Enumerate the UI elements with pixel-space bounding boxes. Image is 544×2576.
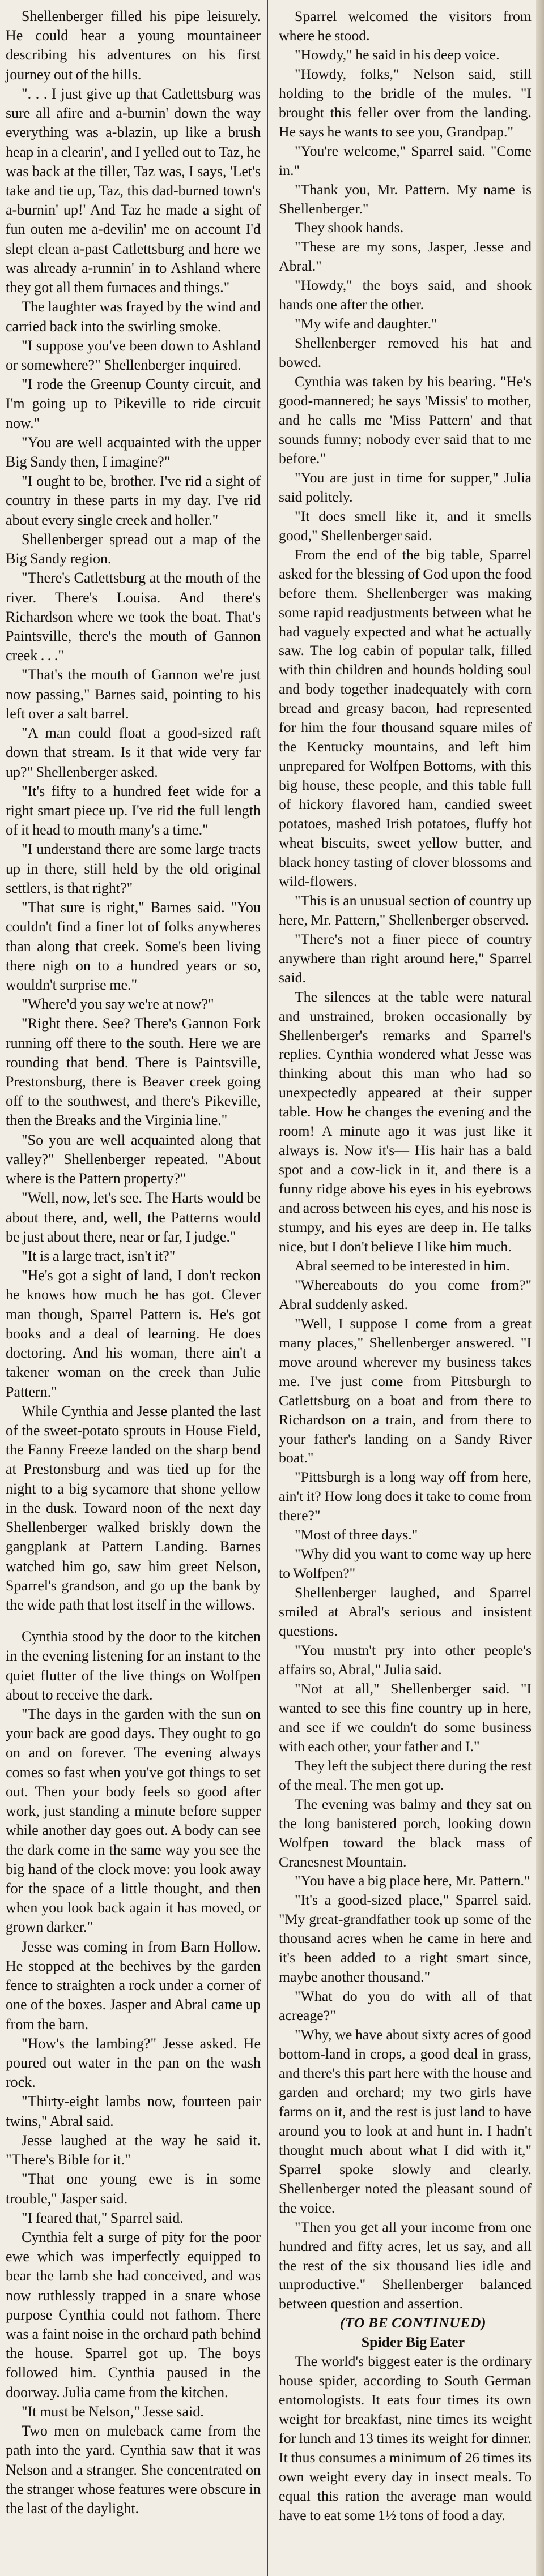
- right-paragraph: "Then you get all your income from one hundred and fifty acres, let us say, and all the rest of the six thousand lies idle and unproductive." Shellenberger balanced between question and assertion.: [279, 2218, 532, 2312]
- right-paragraph: "You have a big place here, Mr. Pattern.": [295, 1872, 530, 1889]
- left-paragraph: Two men on muleback came from the path into the yard. Cynthia saw that it was Nelson and a stranger. She concentrated on the stranger whose features were obscure in the last of the daylight.: [6, 2423, 261, 2517]
- right-paragraph: "Pittsburgh is a long way off from here, ain't it? How long does it take to come from there?": [279, 1469, 532, 1524]
- right-paragraph: The silences at the table were natural and unstrained, broken occasionally by Shellenberger's remarks and Sparrel's replies. Cynthia wondered what Jesse was thinking about this man who had so unexpectedly appeared at their supper table. How he changes the evening and the room! A minute ago it was just like it always is. Now it's— His hair has a bald spot and a cow-lick in it, and there is a funny ridge above his eyes in his eyebrows and across between his eyes, and his nose is stumpy, and his eyes are deep in. He talks nice, but I don't believe I like him much.: [279, 988, 532, 1255]
- left-paragraph: "I rode the Greenup County circuit, and I'm going up to Pikeville to ride circuit now.": [6, 376, 261, 431]
- left-paragraph: While Cynthia and Jesse planted the last of the sweet-potato sprouts in House Field, the Fanny Freeze landed on the sharp bend at Prestonsburg and was tied up for the night to a big sycamore that shone yellow in the dusk. Toward noon of the next day Shellenberger walked briskly down the gangplank at Pattern Landing. Barnes watched him go, saw him greet Nelson, Sparrel's grandson, and go up the bank by the wide path that lost itself in the willows.: [6, 1402, 261, 1613]
- right-paragraph: They shook hands.: [295, 219, 404, 236]
- left-paragraph: "Right there. See? There's Gannon Fork running off there to the south. Here we are rounding that bend. There is Paintsville, Prestonsburg, there is Beaver creek going off to the southwest, and there's Pikeville, then the Breaks and the Virginia line.": [6, 1015, 261, 1129]
- left-paragraph: "He's got a sight of land, I don't reckon he knows how much he has got. Clever man though, Sparrel Pattern is. He's got books and a deal of learning. He does doctoring. And his woman, there ain't a takener woman on the creek than Julie Pattern.": [6, 1267, 261, 1400]
- left-paragraph: "How's the lambing?" Jesse asked. He poured out water in the pan on the wash rock.: [6, 2035, 261, 2091]
- left-paragraph: "Where'd you say we're at now?": [22, 996, 214, 1013]
- right-paragraph: They left the subject there during the rest of the meal. The men got up.: [279, 1757, 532, 1793]
- right-paragraph: "These are my sons, Jasper, Jesse and Abral.": [279, 238, 532, 275]
- right-paragraph: "It does smell like it, and it smells good," Shellenberger said.: [279, 507, 532, 544]
- left-paragraph: Shellenberger spread out a map of the Big Sandy region.: [6, 530, 261, 567]
- left-paragraph: "You are well acquainted with the upper Big Sandy then, I imagine?": [6, 434, 261, 470]
- right-paragraph: "Not at all," Shellenberger said. "I wanted to see this fine country up in here, and see if we couldn't do some business with each other, your father and I.": [279, 1680, 532, 1755]
- right-paragraph: "Howdy," he said in his deep voice.: [295, 46, 500, 63]
- left-paragraph: "The days in the garden with the sun on your back are good days. They ought to go on and on forever. The evening always comes so fast when you've got things to set out. Then your body feels so good after work, just standing a minute before supper while another day goes out. A body can see the dark come in the same way you see the big hand of the clock move: you look away for the space of a little thought, and then when you look back again it has moved, or grown darker.": [6, 1706, 261, 1936]
- right-paragraph: Shellenberger removed his hat and bowed.: [279, 335, 532, 371]
- right-paragraph: "You're welcome," Sparrel said. "Come in.": [279, 142, 532, 178]
- right-column: [279, 7, 532, 2525]
- page-edge: [536, 0, 544, 2576]
- left-paragraph: "I understand there are some large tracts up in there, still held by the old original settlers, is that right?": [6, 841, 261, 896]
- left-paragraph: Cynthia felt a surge of pity for the poor ewe which was imperfectly equipped to bear the lamb she had conceived, and was now ruthlessly trapped in a snare whose purpose Cynthia could not fathom. There was a faint noise in the orchard path behind the house. Sparrel got up. The boys followed him. Cynthia paused in the doorway. Julia came from the kitchen.: [6, 2228, 261, 2400]
- left-paragraph: "Well, now, let's see. The Harts would be about there, and, well, the Patterns would be just about there, near or far, I judge.": [6, 1189, 261, 1245]
- left-paragraph: "So you are well acquainted along that valley?" Shellenberger repeated. "About where is the Pattern property?": [6, 1131, 261, 1187]
- left-paragraph: "It is a large tract, isn't it?": [22, 1248, 176, 1264]
- left-paragraph: Cynthia stood by the door to the kitchen in the evening listening for an instant to the quiet flutter of the live things on Wolfpen about to receive the dark.: [6, 1628, 261, 1703]
- left-column: [6, 7, 261, 2518]
- left-paragraph: "That's the mouth of Gannon we're just now passing," Barnes said, pointing to his left over a salt barrel.: [6, 666, 261, 722]
- right-paragraph: The world's biggest eater is the ordinary house spider, according to South German entomologists. It eats four times its own weight for breakfast, nine times its weight for lunch and 13 times its weight for dinner. It thus consumes a minimum of 26 times its own weight every day in insect meals. To equal this ration the average man would have to eat some 1½ tons of food a day.: [279, 2353, 532, 2523]
- right-paragraph: "Most of three days.": [295, 1526, 418, 1543]
- left-paragraph: Shellenberger filled his pipe leisurely. He could hear a young mountaineer describing his adventures on his first journey out of the hills.: [6, 8, 261, 83]
- right-paragraph: "This is an unusual section of country up here, Mr. Pattern," Shellenberger observed.: [279, 892, 532, 928]
- left-paragraph: "That sure is right," Barnes said. "You couldn't find a finer lot of folks anywheres than along that creek. Some's been living there nigh on to a hundred years or so, wouldn't surprise me.": [6, 899, 261, 993]
- right-paragraph: "Well, I suppose I come from a great many places," Shellenberger answered. "I move around wherever my business takes me. I've just come from Pittsburgh to Catlettsburg on a boat and from there to Richardson on a train, and from there to your father's landing on a Sandy River boat.": [279, 1315, 532, 1466]
- right-paragraph: "What do you do with all of that acreage?": [279, 1988, 532, 2024]
- right-paragraph: "Thank you, Mr. Pattern. My name is Shellenberger.": [279, 181, 532, 217]
- left-paragraph: "That one young ewe is in some trouble," Jasper said.: [6, 2171, 261, 2207]
- left-paragraph: "I suppose you've been down to Ashland or somewhere?" Shellenberger inquired.: [6, 337, 261, 373]
- right-paragraph: "Why did you want to come way up here to Wolfpen?": [279, 1546, 532, 1582]
- right-paragraph: "Why, we have about sixty acres of good bottom-land in crops, a good deal in grass, and there's this part here with the house and garden and orchard; my two girls have farms on it, and the rest is just land to have around you to look at and hunt in. I hadn't thought much about what I did with it," Sparrel spoke slowly and clearly. Shellenberger noted the pleasant sound of the voice.: [279, 2026, 532, 2216]
- right-paragraph: "My wife and daughter.": [295, 315, 437, 332]
- right-paragraph: Shellenberger laughed, and Sparrel smiled at Abral's serious and insistent questions.: [279, 1584, 532, 1640]
- left-paragraph: "A man could float a good-sized raft down that stream. Is it that wide very far up?" Shellenberger asked.: [6, 725, 261, 780]
- right-paragraph: The evening was balmy and they sat on the long banistered porch, looking down Wolfpen toward the black mass of Cranesnest Mountain.: [279, 1795, 532, 1870]
- left-paragraph: The laughter was frayed by the wind and carried back into the swirling smoke.: [6, 298, 261, 335]
- left-paragraph: "Thirty-eight lambs now, fourteen pair twins," Abral said.: [6, 2093, 261, 2129]
- article-headline: Spider Big Eater: [361, 2334, 465, 2351]
- right-paragraph: From the end of the big table, Sparrel asked for the blessing of God upon the food before them. Shellenberger was making some rapid readjustments between what he had vaguely expected and what he actually saw. The log cabin of popular talk, filled with thin children and hounds holding soul and body together inadequately with corn bread and greasy bacon, had represented for him the four thousand square miles of the Kentucky mountains, and left him unprepared for Wolfpen Bottoms, with this big house, these people, and this table full of hickory flavored ham, candied sweet potatoes, mashed Irish potatoes, fluffy hot wheat biscuits, sweet yellow butter, and black honey tasting of clover blossoms and wild-flowers.: [279, 546, 532, 889]
- column-rule: [267, 0, 268, 2576]
- right-paragraph: Cynthia was taken by his bearing. "He's good-mannered; he says 'Missis' to mother, and he calls me 'Miss Pattern' and that sounds funny; nobody ever said that to me before.": [279, 373, 532, 467]
- right-paragraph: "Howdy, folks," Nelson said, still holding to the bridle of the mules. "I brought this feller over from the landing. He says he wants to see you, Grandpap.": [279, 65, 532, 140]
- right-paragraph: "Howdy," the boys said, and shook hands one after the other.: [279, 277, 532, 313]
- left-paragraph: "There's Catlettsburg at the mouth of the river. There's Louisa. And there's Richardson where we took the boat. That's Paintsville, there's the mouth of Gannon creek . . .": [6, 570, 261, 664]
- left-paragraph: "I feared that," Sparrel said.: [22, 2209, 184, 2226]
- right-paragraph: "You mustn't pry into other people's affairs so, Abral," Julia said.: [279, 1642, 532, 1678]
- to-be-continued-note: (TO BE CONTINUED): [339, 2314, 487, 2331]
- left-paragraph: Jesse laughed at the way he said it. "There's Bible for it.": [6, 2132, 261, 2168]
- right-paragraph: "There's not a finer piece of country anywhere than right around here," Sparrel said.: [279, 930, 532, 986]
- right-paragraph: "You are just in time for supper," Julia said politely.: [279, 469, 532, 505]
- left-paragraph: ". . . I just give up that Catlettsburg was sure all afire and a-burnin' down the way everything was a-blazin, up like a brush heap in a clearin', and I yelled out to Taz, he was back at the tiller, Taz was, I says, 'Let's take and tie up, Taz, this dad-burned town's a-burnin' up!' And Taz he made a sight of fun outen me a-devilin' me on account I'd slept clean a-past Catlettsburg and here we was already a-runnin' in to Ashland where they got all them furnaces and things.": [6, 85, 261, 296]
- right-paragraph: "It's a good-sized place," Sparrel said. "My great-grandfather took up some of the thousand acres when he came in here and it's been added to a right smart since, maybe another thousand.": [279, 1892, 532, 1986]
- right-paragraph: "Whereabouts do you come from?" Abral suddenly asked.: [279, 1276, 532, 1312]
- left-paragraph: "It must be Nelson," Jesse said.: [22, 2403, 204, 2420]
- right-paragraph: Sparrel welcomed the visitors from where he stood.: [279, 8, 532, 44]
- right-paragraph: Abral seemed to be interested in him.: [295, 1257, 511, 1274]
- left-paragraph: "I ought to be, brother. I've rid a sight of country in these parts in my day. I've rid about every single creek and holler.": [6, 473, 261, 528]
- left-paragraph: Jesse was coming in from Barn Hollow. He stopped at the beehives by the garden fence to straighten a rock under a corner of one of the boxes. Jasper and Abral came up from the barn.: [6, 1938, 261, 2032]
- left-paragraph: "It's fifty to a hundred feet wide for a right smart piece up. I've rid the full length of it head to mouth many's a time.": [6, 782, 261, 838]
